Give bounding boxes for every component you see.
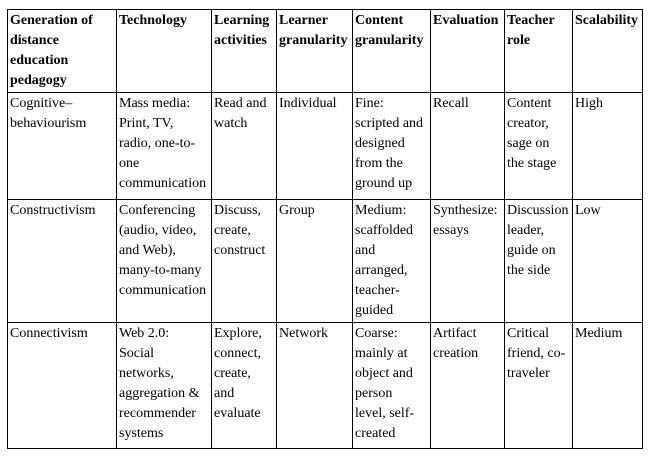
- table-cell: Explore, connect, create, and evaluate: [212, 323, 277, 449]
- table-cell: Coarse: mainly at object and person level, self- created: [353, 323, 431, 449]
- table-cell: Constructivism: [8, 200, 117, 323]
- table-cell: Medium: [573, 323, 643, 449]
- table-cell: Individual: [277, 93, 353, 200]
- table-cell: Group: [277, 200, 353, 323]
- table-row: [8, 200, 643, 323]
- header-generation: Generation of distance education pedagogy: [8, 10, 117, 93]
- table-cell: Artifact creation: [431, 323, 505, 449]
- header-scalability: Scalability: [573, 10, 643, 93]
- table-cell: Web 2.0: Social networks, aggregation & recommender systems: [117, 323, 212, 449]
- table-cell: Connectivism: [8, 323, 117, 449]
- header-technology: Technology: [117, 10, 212, 93]
- table-cell: Cognitive– behaviourism: [8, 93, 117, 200]
- table-row: [8, 323, 643, 449]
- table-cell: Fine: scripted and designed from the ground up: [353, 93, 431, 200]
- header-learner-granularity: Learner granularity: [277, 10, 353, 93]
- header-content-granularity: Content granularity: [353, 10, 431, 93]
- table-row: [8, 93, 643, 200]
- table-cell: Medium: scaffolded and arranged, teacher- guided: [353, 200, 431, 323]
- table-header-row: [8, 10, 643, 93]
- table-cell: High: [573, 93, 643, 200]
- pedagogy-comparison-table: [7, 9, 643, 449]
- table-cell: Conferencing (audio, video, and Web), many-to-many communication: [117, 200, 212, 323]
- table-cell: Critical friend, co- traveler: [505, 323, 573, 449]
- table-cell: Mass media: Print, TV, radio, one-to- one communication: [117, 93, 212, 200]
- table-cell: Low: [573, 200, 643, 323]
- table-cell: Read and watch: [212, 93, 277, 200]
- header-evaluation: Evaluation: [431, 10, 505, 93]
- header-learning-activities: Learning activities: [212, 10, 277, 93]
- table-cell: Recall: [431, 93, 505, 200]
- table-cell: Discussion leader, guide on the side: [505, 200, 573, 323]
- table-cell: Discuss, create, construct: [212, 200, 277, 323]
- table-cell: Synthesize: essays: [431, 200, 505, 323]
- table-cell: Network: [277, 323, 353, 449]
- header-teacher-role: Teacher role: [505, 10, 573, 93]
- table-cell: Content creator, sage on the stage: [505, 93, 573, 200]
